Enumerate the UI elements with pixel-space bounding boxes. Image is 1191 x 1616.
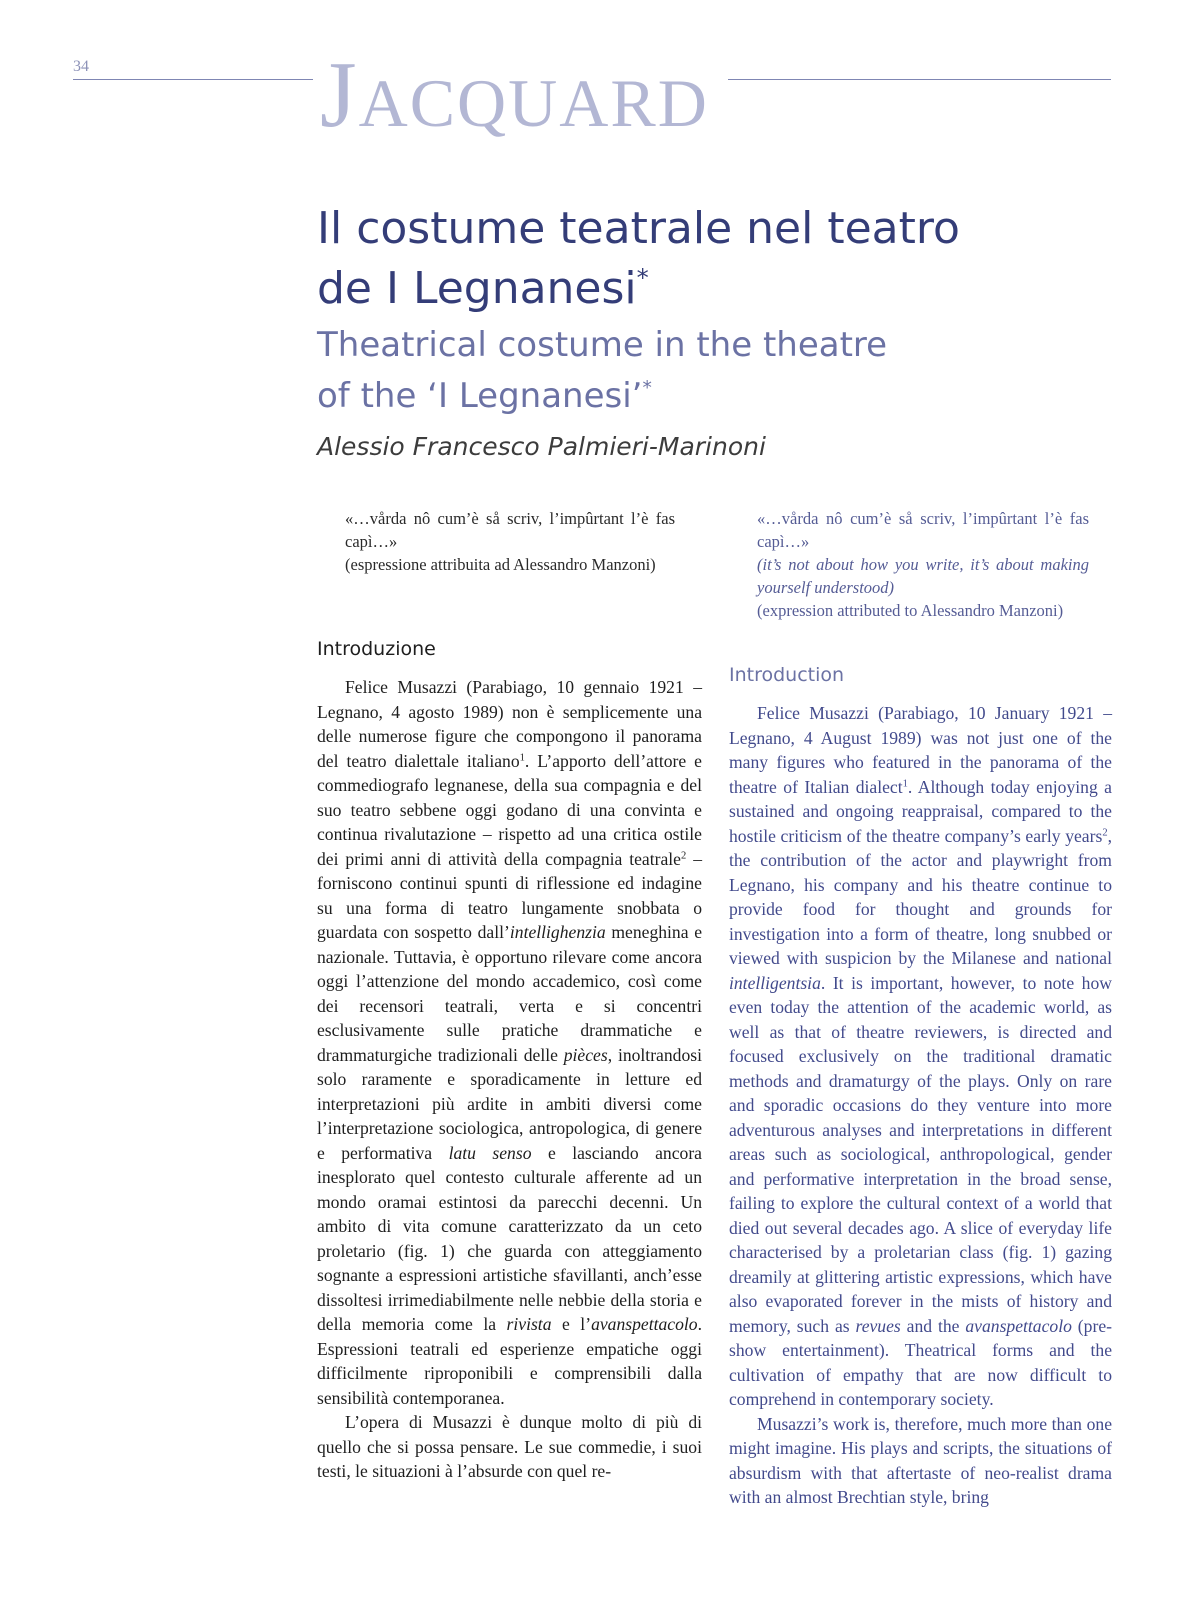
title-en-line1: Theatrical costume in the theatre bbox=[317, 325, 888, 365]
header-rule-right bbox=[728, 79, 1111, 80]
paragraph-en-2: Musazzi’s work is, therefore, much more than one might imagine. His plays and scripts, the situations of absurdism with that aftertaste of neo-realist drama with an almost Brechtian style, bring bbox=[729, 1413, 1112, 1507]
header-rule-left bbox=[73, 79, 313, 80]
section-heading-italian: Introduzione bbox=[317, 638, 436, 660]
author-name: Alessio Francesco Palmieri-Marinoni bbox=[317, 432, 766, 461]
page-number: 34 bbox=[73, 58, 89, 75]
paragraph-en-1: Felice Musazzi (Parabiago, 10 January 1921 – Legnano, 4 August 1989) was not just one of the many figures who featured in the panorama of the theatre of Italian dialect$^1$. Although today enjoying a sustained and ongoing reappraisal, compared to the hostile criticism of the theatre company’s early years$^2$, the contribution of the actor and playwright from Legnano, his company and his theatre continue to provide food for thought and grounds for investigation into a form of theatre, long snubbed or viewed with suspicion by the Milanese and national intelligentsia. It is important, however, to note how even today the attention of the academic world, as well as that of theatre reviewers, is directed and focused exclusively on the traditional dramatic methods and dramaturgy of the plays. Only on rare and sporadic occasions do they venture into more adventurous analyses and interpretations in different areas such as sociological, anthropological, gender and performative interpretation in the broad sense, failing to explore the cultural context of a world that died out several decades ago. A slice of everyday life characterised by a proletarian class (fig. 1) gazing dreamily at glittering artistic expressions, which have also evaporated forever in the mists of history and memory, such as revues and the avanspettacolo (pre-show entertainment). Theatrical forms and the cultivation of empathy that are now difficult to comprehend in contemporary society. bbox=[729, 703, 1112, 1409]
paragraph-it-1: Felice Musazzi (Parabiago, 10 gennaio 1921 – Legnano, 4 agosto 1989) non è semplicemente una delle numerose figure che compongono il panorama del teatro dialettale italiano$^1$. L’apporto dell’attore e commediografo legnanese, della sua compagnia e del suo teatro sebbene oggi godano di una convinta e continua rivalutazione – rispetto ad una critica ostile dei primi anni di attività della compagnia teatrale$^2$ – forniscono continui spunti di riflessione ed indagine su una forma di teatro lungamente snobbata o guardata con sospetto dall’intellighenzia meneghina e nazionale. Tuttavia, è opportuno rilevare come ancora oggi l’attenzione del mondo accademico, così come dei recensori teatrali, verta e si concentri esclusivamente sulle pratiche drammatiche e drammaturgiche tradizionali delle pièces, inoltrandosi solo raramente e sporadicamente in letture ed interpretazioni più ardite in ambiti diversi come l’interpretazione sociologica, antropologica, di genere e performativa latu senso e lasciando ancora inesplorato quel contesto culturale afferente ad un mondo oramai estintosi da parecchi decenni. Un ambito di vita comune caratterizzato da un ceto proletario (fig. 1) che guarda con atteggiamento sognante a espressioni artistiche sfavillanti, anch’esse dissoltesi irrimediabilmente nelle nebbie della storia e della memoria come la rivista e l’avanspettacolo. Espressioni teatrali ed esperienze empatiche oggi difficilmente riproponibili e comprensibili dalla sensibilità contemporanea. bbox=[317, 677, 703, 1408]
footnote-ref-2-en[interactable]: 2 bbox=[1102, 827, 1108, 839]
title-en-line2: of the ‘I Legnanesi’ bbox=[317, 376, 643, 416]
epigraph-it-attribution: (espressione attribuita ad Alessandro Manzoni) bbox=[345, 555, 656, 574]
title-it-footnote-mark: * bbox=[636, 264, 649, 293]
footnote-ref-1[interactable]: 1 bbox=[519, 752, 525, 764]
epigraph-en-translation: (it’s not about how you write, it’s about making yourself understood) bbox=[757, 555, 1089, 597]
paragraph-it-2: L’opera di Musazzi è dunque molto di più di quello che si possa pensare. Le sue commedie, i suoi testi, le situazioni à l’absurde con quel re- bbox=[317, 1412, 702, 1481]
journal-masthead bbox=[320, 43, 709, 147]
article-title-english bbox=[317, 320, 1037, 422]
article-title-italian bbox=[317, 199, 1037, 319]
section-heading-english: Introduction bbox=[729, 664, 845, 686]
epigraph-it-quote: «…vårda nô cum’è så scriv, l’impûrtant l’è fas capì…» bbox=[345, 509, 675, 551]
epigraph-english bbox=[757, 507, 1089, 622]
title-en-footnote-mark: * bbox=[642, 377, 652, 399]
title-it-line1: Il costume teatrale nel teatro bbox=[317, 203, 960, 254]
masthead-initial: J bbox=[320, 43, 359, 147]
title-it-line2: de I Legnanesi bbox=[317, 263, 637, 314]
epigraph-en-attribution: (expression attributed to Alessandro Manzoni) bbox=[757, 601, 1064, 620]
footnote-ref-1-en[interactable]: 1 bbox=[902, 778, 908, 790]
epigraph-en-quote: «…vårda nô cum’è så scriv, l’impûrtant l’è fas capì…» bbox=[757, 509, 1089, 551]
masthead-rest: ACQUARD bbox=[358, 65, 709, 141]
body-column-english bbox=[729, 701, 1112, 1510]
footnote-ref-2[interactable]: 2 bbox=[681, 850, 687, 862]
body-column-italian bbox=[317, 675, 702, 1484]
epigraph-italian bbox=[345, 507, 675, 576]
